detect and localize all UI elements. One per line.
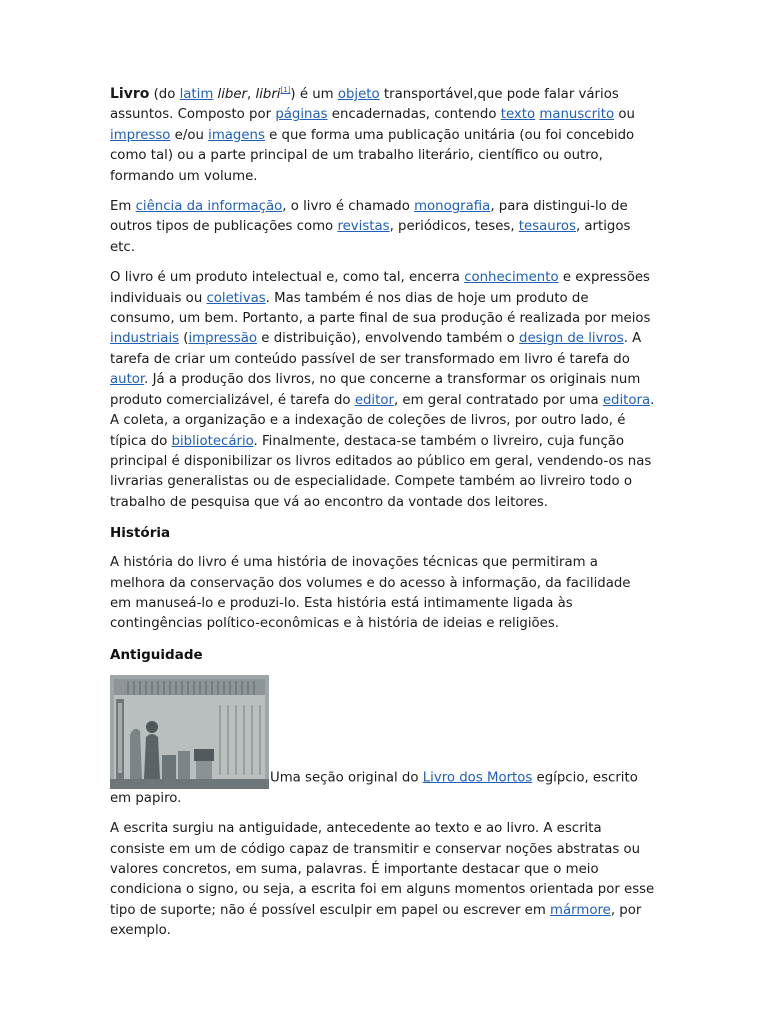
text: e distribuição), envolvendo também o: [257, 331, 520, 347]
intro-paragraph: [110, 84, 655, 187]
text: encadernadas, contendo: [327, 107, 501, 123]
link-ciencia-da-informacao[interactable]: ciência da informação: [135, 199, 283, 215]
link-editor[interactable]: editor: [354, 392, 394, 408]
link-impressao[interactable]: impressão: [188, 331, 258, 347]
text: A escrita surgiu na antiguidade, antecedente ao texto e ao livro. A escrita consiste em um de código capaz de transmitir e conservar noções abstratas ou valores concretos, em suma, palavras. É importante destacar que o meio condiciona o signo, ou seja, a escrita foi em alguns momentos orientada por esse tipo de suporte; não é possível esculpir em papel ou escrever em: [110, 821, 655, 918]
figure-caption: egípcio, escrito em papiro.: [110, 770, 638, 806]
link-tesauros[interactable]: tesauros: [518, 219, 576, 235]
text: , o livro é chamado: [282, 199, 415, 215]
footnote-link[interactable]: [1]: [280, 86, 291, 94]
heading-historia: História: [110, 525, 171, 542]
text: (: [179, 331, 189, 347]
text: . A coleta, a organização e a indexação de coleções de livros, por outro lado, é típica do: [110, 392, 655, 449]
link-revistas[interactable]: revistas: [337, 219, 390, 235]
link-editora[interactable]: editora: [602, 392, 651, 408]
link-marmore[interactable]: mármore: [550, 902, 611, 918]
heading-antiguidade: Antiguidade: [110, 646, 203, 663]
text: , periódicos, teses,: [389, 219, 519, 235]
link-manuscrito[interactable]: manuscrito: [539, 107, 615, 123]
link-impresso[interactable]: impresso: [110, 127, 171, 143]
term-liber: liber: [217, 87, 248, 102]
text: ) é um: [290, 87, 338, 102]
link-objeto[interactable]: objeto: [337, 87, 380, 102]
link-latim[interactable]: latim: [179, 87, 214, 102]
text: e que forma uma publicação unitária (ou foi concebido como tal) ou a parte principal de um trabalho literário, científico ou outro, formando um volume.: [110, 127, 635, 184]
text: . Finalmente, destaca-se também o livreiro, cuja função principal é disponibilizar os livros editados ao público em geral, vendendo-os nas livrarias generalistas ou de especialidade. Compete também ao livreiro todo o trabalho de pesquisa que vá ao encontro da vontade dos leitores.: [110, 433, 652, 510]
paragraph-escrita: [110, 819, 655, 941]
link-imagens[interactable]: imagens: [208, 127, 265, 143]
link-autor[interactable]: autor: [110, 372, 145, 388]
link-design-de-livros[interactable]: design de livros: [519, 331, 624, 347]
figure-livro-dos-mortos: [110, 675, 655, 809]
text: . Já a produção dos livros, no que concerne a transformar os originais num produto comercializável, é tarefa do: [110, 372, 641, 408]
text: transportável,que pode falar vários assuntos. Composto por: [110, 87, 619, 123]
text: e expressões individuais ou: [110, 270, 650, 306]
figure-caption: Uma seção original do: [270, 770, 423, 786]
link-coletivas[interactable]: coletivas: [206, 290, 266, 306]
papyrus-image: [110, 675, 269, 789]
text: , por exemplo.: [110, 902, 642, 939]
paragraph-produto-intelectual: [110, 268, 655, 513]
link-industriais[interactable]: industriais: [110, 331, 180, 347]
text: , em geral contratado por uma: [393, 392, 603, 408]
paragraph-historia: A história do livro é uma história de inovações técnicas que permitiram a melhora da conservação dos volumes e do acesso à informação, da facilidade em manuseá-lo e produzi-lo. Esta história está intimamente ligada às contingências político-econômicas e à história de ideias e religiões.: [110, 555, 631, 632]
text: . Mas também é nos dias de hoje um produto de consumo, um bem. Portanto, a parte final de sua produção é realizada por meios: [110, 290, 651, 327]
text: ,: [247, 87, 256, 102]
text: ou: [614, 107, 635, 123]
text: e/ou: [170, 127, 209, 143]
link-bibliotecario[interactable]: bibliotecário: [171, 433, 254, 449]
link-paginas[interactable]: páginas: [275, 107, 328, 123]
term-livro: Livro: [110, 86, 150, 102]
text: O livro é um produto intelectual e, como tal, encerra: [110, 270, 465, 286]
text: , artigos etc.: [110, 219, 631, 255]
text: , para distingui-lo de outros tipos de publicações como: [110, 199, 628, 235]
link-conhecimento[interactable]: conhecimento: [464, 270, 559, 286]
link-livro-dos-mortos[interactable]: Livro dos Mortos: [422, 770, 533, 786]
link-texto[interactable]: texto: [500, 107, 536, 123]
document-body: [110, 84, 655, 952]
text: Em: [110, 199, 136, 215]
text: (do: [149, 87, 180, 102]
link-monografia[interactable]: monografia: [414, 199, 491, 215]
paragraph-ciencia-informacao: [110, 197, 655, 258]
text: . A tarefa de criar um conteúdo passível de ser transformado em livro é tarefa do: [110, 331, 642, 367]
term-libri: libri: [255, 87, 281, 102]
